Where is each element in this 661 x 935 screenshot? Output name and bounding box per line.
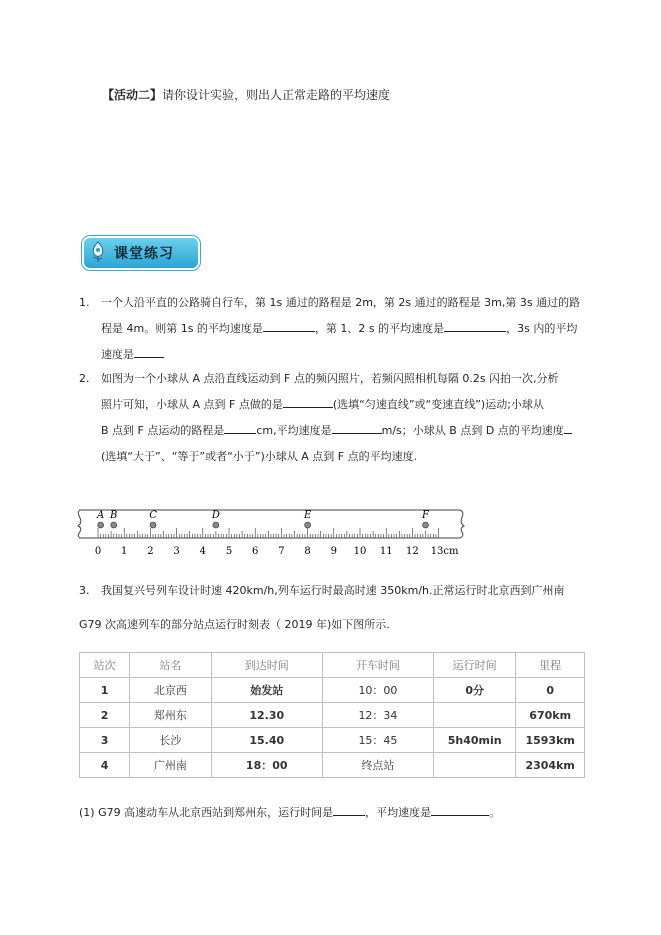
answer-blank[interactable] xyxy=(431,815,489,816)
timetable-cell: 18：00 xyxy=(211,753,322,778)
ball-point-label: E xyxy=(303,510,312,521)
answer-blank[interactable] xyxy=(134,357,164,358)
answer-blank[interactable] xyxy=(444,331,506,332)
timetable-cell: 3 xyxy=(80,728,130,753)
q2-line2 xyxy=(101,392,572,418)
timetable-cell: 12.30 xyxy=(211,703,322,728)
timetable-header-cell: 到达时间 xyxy=(211,653,322,678)
question-1-body xyxy=(101,290,580,368)
question-3-body xyxy=(101,578,565,604)
table-row xyxy=(80,753,585,778)
q2-text: (选填“匀速直线”或“变速直线”)运动;小球从 xyxy=(332,398,544,411)
q2-line4: (选填“大于”、“等于”或者“小于”)小球从 A 点到 F 点的平均速度. xyxy=(101,450,418,463)
timetable-cell: 12：34 xyxy=(322,703,433,728)
ball-point-label: A xyxy=(97,510,105,521)
question-number: 1. xyxy=(79,296,90,309)
timetable-cell: 郑州东 xyxy=(130,703,211,728)
q3-line1: 我国复兴号列车设计时速 420km/h,列车运行时最高时速 350km/h.正常运行时北京西到广州南 xyxy=(101,584,565,597)
ball-point-c xyxy=(150,522,156,528)
ball-point-e xyxy=(305,522,311,528)
ruler-tick-label: 3 xyxy=(173,546,180,557)
ruler-tick-label: 7 xyxy=(278,546,285,557)
timetable-cell xyxy=(433,703,515,728)
timetable-cell: 0分 xyxy=(433,678,515,703)
ruler-tick-label: 2 xyxy=(147,546,154,557)
q1-text: 速度是 xyxy=(101,348,134,361)
timetable-cell: 15.40 xyxy=(211,728,322,753)
question-2-body xyxy=(101,366,572,470)
timetable-cell: 4 xyxy=(80,753,130,778)
timetable-cell: 15：45 xyxy=(322,728,433,753)
ball-point-label: F xyxy=(422,510,429,521)
timetable-cell: 5h40min xyxy=(433,728,515,753)
timetable-body xyxy=(80,678,585,778)
q2-text: cm,平均速度是 xyxy=(256,424,332,437)
ruler-tick-label: 12 xyxy=(406,546,419,557)
answer-blank[interactable] xyxy=(224,433,256,434)
timetable-header-cell: 站名 xyxy=(130,653,211,678)
answer-blank[interactable] xyxy=(564,433,572,434)
q2-text: m/s；小球从 B 点到 D 点的平均速度 xyxy=(381,424,564,437)
ball-point-label: B xyxy=(110,510,118,521)
ball-point-f xyxy=(423,522,429,528)
ruler-tick-label: 1 xyxy=(121,546,128,557)
timetable-cell: 1593km xyxy=(516,728,585,753)
activity-text: 请你设计实验，则出人正常走路的平均速度 xyxy=(162,88,391,102)
timetable-cell: 0 xyxy=(516,678,585,703)
q2-line3 xyxy=(101,418,572,444)
timetable-cell: 2304km xyxy=(516,753,585,778)
ruler-figure xyxy=(76,500,466,560)
question-number: 2. xyxy=(79,372,90,385)
ruler-tick-label: 9 xyxy=(330,546,337,557)
timetable-cell: 北京西 xyxy=(130,678,211,703)
timetable-cell: 1 xyxy=(80,678,130,703)
q2-text: B 点到 F 点运动的路程是 xyxy=(101,424,225,437)
timetable-cell xyxy=(433,753,515,778)
answer-blank[interactable] xyxy=(283,407,333,408)
ruler-body xyxy=(78,510,464,538)
timetable-cell: 广州南 xyxy=(130,753,211,778)
answer-blank[interactable] xyxy=(332,433,382,434)
ruler-tick-label: 10 xyxy=(353,546,367,557)
flower-badge-icon xyxy=(88,240,108,264)
q3-1-text: (1) G79 高速动车从北京西站到郑州东，运行时间是 xyxy=(79,806,334,819)
question-1 xyxy=(79,290,599,370)
table-row xyxy=(80,728,585,753)
timetable-header-cell: 运行时间 xyxy=(433,653,515,678)
ruler-tick-label: 13cm xyxy=(430,546,459,557)
timetable-header-row xyxy=(80,653,585,678)
ruler-tick-label: 8 xyxy=(304,546,311,557)
ruler-tick-labels xyxy=(95,546,459,557)
timetable-cell: 长沙 xyxy=(130,728,211,753)
ruler-tick-label: 0 xyxy=(94,546,102,557)
q1-line1: 一个人沿平直的公路骑自行车，第 1s 通过的路程是 2m，第 2s 通过的路程是 3m,第 3s 通过的路 xyxy=(101,296,581,309)
ball-point-label: C xyxy=(149,510,157,521)
table-row xyxy=(80,678,585,703)
q2-text: 照片可知，小球从 A 点到 F 点做的是 xyxy=(101,398,283,411)
question-3-1 xyxy=(79,800,500,826)
question-number: 3. xyxy=(79,584,90,597)
q1-text: ，第 1、2 s 的平均速度是 xyxy=(314,322,445,335)
train-timetable xyxy=(79,652,585,778)
answer-blank[interactable] xyxy=(333,815,365,816)
timetable-header-cell: 里程 xyxy=(516,653,585,678)
ruler-tick-label: 6 xyxy=(252,546,259,557)
timetable-header-cell: 站次 xyxy=(80,653,130,678)
q3-1-text: ，平均速度是 xyxy=(365,806,432,819)
question-2 xyxy=(79,366,599,476)
answer-blank[interactable] xyxy=(263,331,315,332)
q3-line2: G79 次高速列车的部分站点运行时刻表（ 2019 年)如下图所示. xyxy=(79,618,390,631)
q3-1-text: 。 xyxy=(489,806,501,819)
timetable-header-cell: 开车时间 xyxy=(322,653,433,678)
activity-two xyxy=(102,86,390,103)
q1-text: 程是 4m。则第 1s 的平均速度是 xyxy=(101,322,263,335)
timetable-cell: 始发站 xyxy=(211,678,322,703)
ball-point-label: D xyxy=(211,510,220,521)
q2-line1: 如图为一个小球从 A 点沿直线运动到 F 点的频闪照片，若频闪照相机每隔 0.2s 闪拍一次,分析 xyxy=(101,372,559,385)
ball-point-d xyxy=(213,522,219,528)
ruler-tick-label: 4 xyxy=(199,546,206,557)
table-row xyxy=(80,703,585,728)
ball-point-b xyxy=(111,522,117,528)
ball-point-a xyxy=(98,522,104,528)
q1-line3 xyxy=(101,342,580,368)
ruler-tick-label: 5 xyxy=(225,546,233,557)
section-title: 课堂练习 xyxy=(114,246,174,262)
q1-line2 xyxy=(101,316,580,342)
q1-text: ，3s 内的平均 xyxy=(506,322,578,335)
timetable-cell: 10：00 xyxy=(322,678,433,703)
timetable-cell: 670km xyxy=(516,703,585,728)
timetable-cell: 2 xyxy=(80,703,130,728)
activity-label: 【活动二】 xyxy=(102,88,163,102)
timetable-cell: 终点站 xyxy=(322,753,433,778)
ruler-tick-label: 11 xyxy=(379,546,393,557)
